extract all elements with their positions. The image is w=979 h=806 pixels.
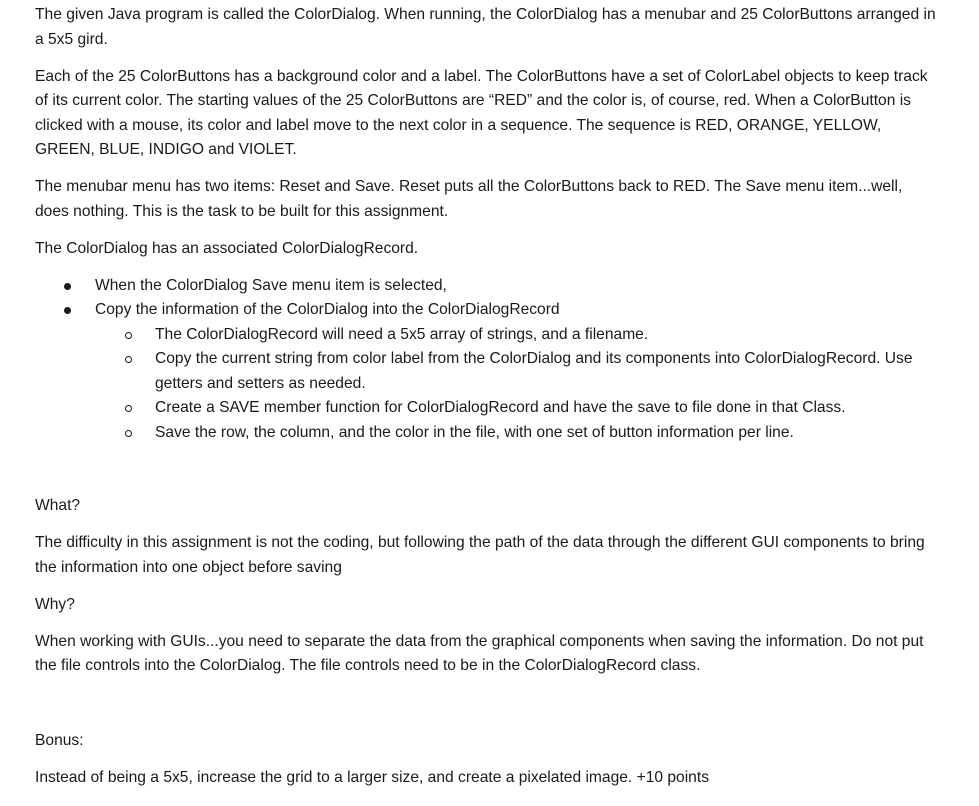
bullet-list [35, 274, 940, 446]
sub-list-item-text: Save the row, the column, and the color in the file, with one set of button information per line. [155, 423, 794, 441]
record-paragraph: The ColorDialog has an associated ColorDialogRecord. [35, 239, 419, 257]
menubar-paragraph: The menubar menu has two items: Reset and Save. Reset puts all the ColorButtons back to RED. The Save menu item...well, does nothing. This is the task to be built for this assignment. [35, 178, 903, 220]
sub-list-item [95, 421, 940, 446]
sub-list-item [95, 347, 940, 396]
hollow-bullet-icon [125, 430, 132, 437]
bullet-icon [64, 283, 71, 290]
sub-list-item-text: The ColorDialogRecord will need a 5x5 array of strings, and a filename. [155, 325, 649, 343]
color-buttons-paragraph: Each of the 25 ColorButtons has a background color and a label. The ColorButtons have a set of ColorLabel objects to keep track of its current color. The starting values of the 25 ColorButtons are “RED” and the color is, of course, red. When a ColorButton is clicked with a mouse, its color and label move to the next color in a sequence. The sequence is RED, ORANGE, YELLOW, GREEN, BLUE, INDIGO and VIOLET. [35, 67, 928, 158]
sub-list-item-text: Create a SAVE member function for ColorDialogRecord and have the save to file done in that Class. [155, 399, 846, 416]
what-heading: What? [35, 497, 81, 514]
hollow-bullet-icon [125, 332, 132, 339]
why-heading: Why? [35, 595, 75, 613]
what-paragraph: The difficulty in this assignment is not the coding, but following the path of the data through the different GUI components to bring the information into one object before saving [35, 534, 925, 576]
hollow-bullet-icon [125, 405, 132, 412]
list-item-text: When the ColorDialog Save menu item is selected, [95, 276, 447, 294]
bullet-icon [64, 307, 71, 314]
sub-list-wrapper [35, 323, 940, 446]
intro-paragraph: The given Java program is called the ColorDialog. When running, the ColorDialog has a menubar and 25 ColorButtons arranged in a 5x5 gird. [35, 6, 936, 48]
bonus-paragraph: Instead of being a 5x5, increase the grid to a larger size, and create a pixelated image. +10 points [35, 768, 709, 786]
list-item [35, 274, 940, 299]
sub-list-item-text: Copy the current string from color label from the ColorDialog and its components into ColorDialogRecord. Use getters and setters as needed. [155, 350, 913, 392]
sub-bullet-list [95, 323, 940, 446]
sub-list-item [95, 396, 940, 421]
hollow-bullet-icon [125, 356, 132, 363]
why-paragraph: When working with GUIs...you need to separate the data from the graphical components when saving the information. Do not put the file controls into the ColorDialog. The file controls need to be in the ColorDialogRecord class. [35, 632, 924, 674]
bonus-heading: Bonus: [35, 731, 84, 749]
sub-list-item [95, 323, 940, 348]
document-body [35, 0, 940, 790]
list-item [35, 298, 940, 445]
list-item-text: Copy the information of the ColorDialog into the ColorDialogRecord [95, 301, 560, 318]
